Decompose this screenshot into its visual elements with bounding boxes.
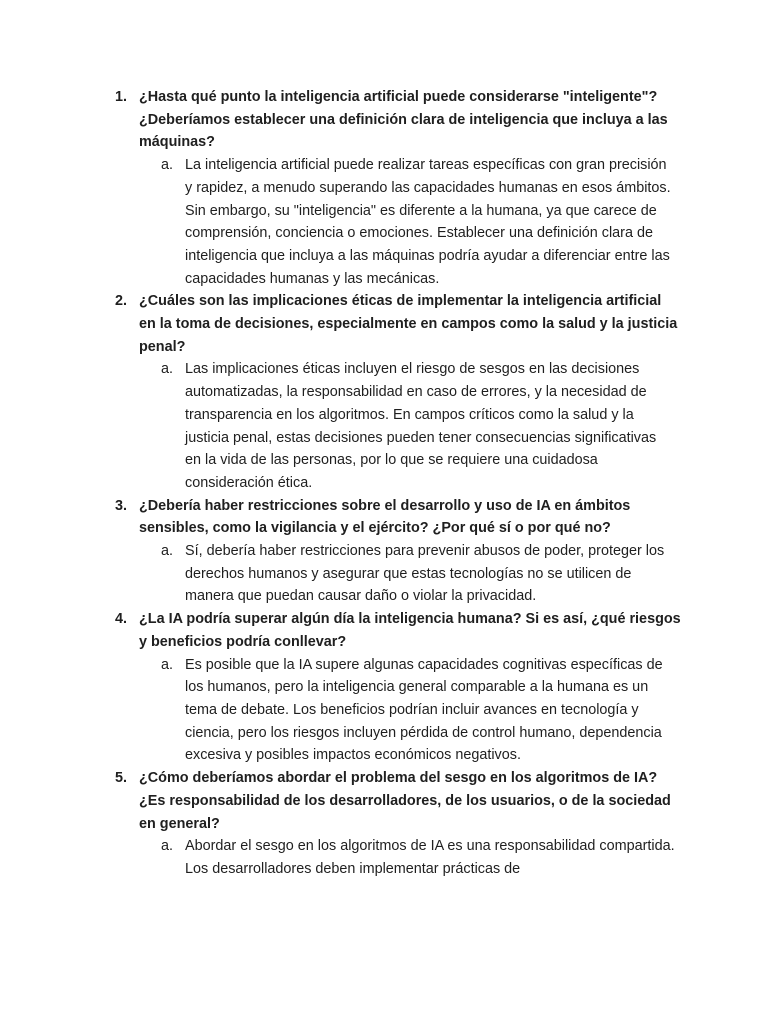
question-number: 3. <box>115 497 128 514</box>
question <box>0 767 768 835</box>
answer-marker: a. <box>161 157 174 174</box>
question-number: 4. <box>115 611 128 628</box>
answer-text: La inteligencia artificial puede realizar tareas específicas con gran precisión y rapidez, a menudo superando las capacidades humanas en esos ámbitos. Sin embargo, su "inteligencia" es diferente a la humana, ya que carece de comprensión, conciencia o emociones. Establecer una definición clara de inteligencia que incluya a las máquinas podría ayudar a diferenciar entre las capacidades humanas y las mecánicas. <box>185 157 671 287</box>
answer-text: Es posible que la IA supere algunas capacidades cognitivas específicas de los humanos, pero la inteligencia general comparable a la humana es un tema de debate. Los beneficios podrían incluir avances en tecnología y ciencia, pero los riesgos incluyen pérdida de control humano, dependencia excesiva y posibles impactos económicos negativos. <box>185 656 663 764</box>
question-number: 5. <box>115 770 128 787</box>
list-item <box>0 290 768 494</box>
question <box>0 290 768 358</box>
list-item <box>0 495 768 609</box>
question-text: ¿Debería haber restricciones sobre el desarrollo y uso de IA en ámbitos sensibles, como la vigilancia y el ejército? ¿Por qué sí o por qué no? <box>139 497 631 537</box>
answer-text: Abordar el sesgo en los algoritmos de IA es una responsabilidad compartida. Los desarrolladores deben implementar prácticas de <box>185 838 675 877</box>
answer <box>0 654 768 768</box>
answer-marker: a. <box>161 361 174 378</box>
answer-marker: a. <box>161 543 174 560</box>
answer-text: Sí, debería haber restricciones para prevenir abusos de poder, proteger los derechos humanos y asegurar que estas tecnologías no se utilicen de manera que puedan causar daño o violar la privacidad. <box>185 543 665 605</box>
question-text: ¿Hasta qué punto la inteligencia artificial puede considerarse "inteligente"? ¿Deberíamos establecer una definición clara de inteligencia que incluya a las máquinas? <box>139 89 668 151</box>
answer-marker: a. <box>161 656 174 673</box>
list-item <box>0 86 768 290</box>
answer-text: Las implicaciones éticas incluyen el riesgo de sesgos en las decisiones automatizadas, la responsabilidad en caso de errores, y la necesidad de transparencia en los algoritmos. En campos críticos como la salud y la justicia penal, estas decisiones pueden tener consecuencias significativas en la vida de las personas, por lo que se requiere una cuidadosa consideración ética. <box>185 361 657 491</box>
question-text: ¿Cuáles son las implicaciones éticas de implementar la inteligencia artificial en la toma de decisiones, especialmente en campos como la salud y la justicia penal? <box>139 293 678 355</box>
question <box>0 86 768 154</box>
answer <box>0 358 768 494</box>
answer <box>0 540 768 608</box>
question-number: 1. <box>115 89 128 105</box>
list-item <box>0 767 768 881</box>
answer-marker: a. <box>161 838 174 855</box>
document-page <box>0 86 768 881</box>
question <box>0 495 768 540</box>
answer <box>0 835 768 880</box>
question <box>0 608 768 653</box>
list-item <box>0 608 768 767</box>
question-text: ¿La IA podría superar algún día la inteligencia humana? Si es así, ¿qué riesgos y beneficios podría conllevar? <box>139 611 681 650</box>
question-text: ¿Cómo deberíamos abordar el problema del sesgo en los algoritmos de IA? ¿Es responsabilidad de los desarrolladores, de los usuarios, o de la sociedad en general? <box>139 770 671 832</box>
answer <box>0 154 768 290</box>
question-number: 2. <box>115 293 128 310</box>
